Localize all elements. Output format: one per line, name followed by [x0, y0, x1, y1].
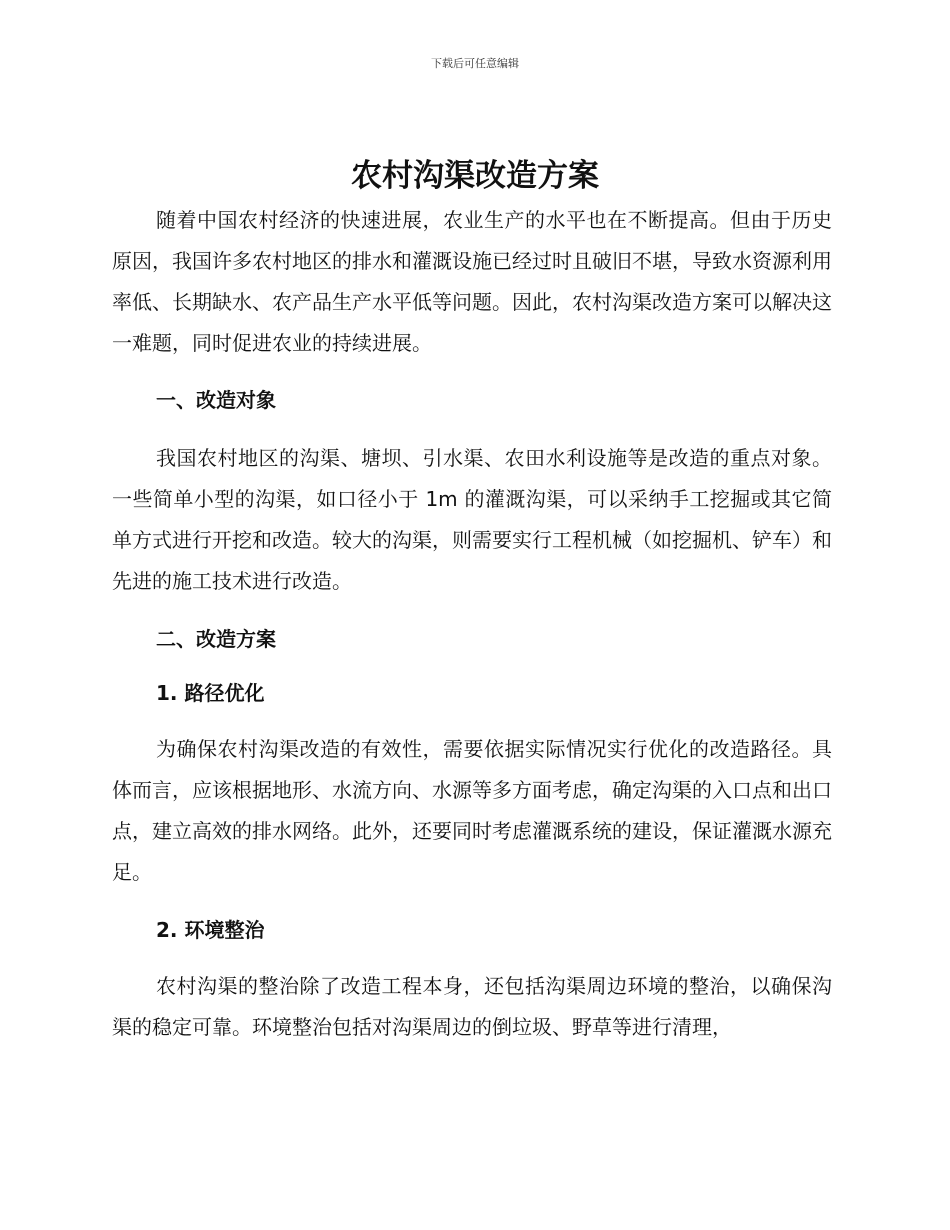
- section-heading-plan: 二、改造方案: [156, 627, 276, 651]
- document-body: [112, 200, 832, 1048]
- header-note: 下载后可任意编辑: [431, 57, 519, 70]
- route-paragraph: 为确保农村沟渠改造的有效性，需要依据实际情况实行优化的改造路径。具体而言，应该根据地形、水流方向、水源等多方面考虑，确定沟渠的入口点和出口点，建立高效的排水网络。此外，还要同时考虑灌溉系统的建设，保证灌溉水源充足。: [112, 737, 832, 884]
- objects-paragraph: 我国农村地区的沟渠、塘坝、引水渠、农田水利设施等是改造的重点对象。一些简单小型的沟渠，如口径小于 1m 的灌溉沟渠，可以采纳手工挖掘或其它简单方式进行开挖和改造。较大的沟渠，则需要实行工程机械（如挖掘机、铲车）和先进的施工技术进行改造。: [112, 446, 832, 593]
- intro-paragraph: 随着中国农村经济的快速进展，农业生产的水平也在不断提高。但由于历史原因，我国许多农村地区的排水和灌溉设施已经过时且破旧不堪，导致水资源利用率低、长期缺水、农产品生产水平低等问题。因此，农村沟渠改造方案可以解决这一难题，同时促进农业的持续进展。: [112, 208, 832, 355]
- section-heading-objects: 一、改造对象: [156, 388, 276, 412]
- document-title: 农村沟渠改造方案: [351, 158, 599, 194]
- environment-paragraph: 农村沟渠的整治除了改造工程本身，还包括沟渠周边环境的整治，以确保沟渠的稳定可靠。环境整治包括对沟渠周边的倒垃圾、野草等进行清理，: [112, 974, 832, 1039]
- subheading-environment: 2. 环境整治: [156, 918, 265, 942]
- subheading-route: 1. 路径优化: [156, 681, 265, 705]
